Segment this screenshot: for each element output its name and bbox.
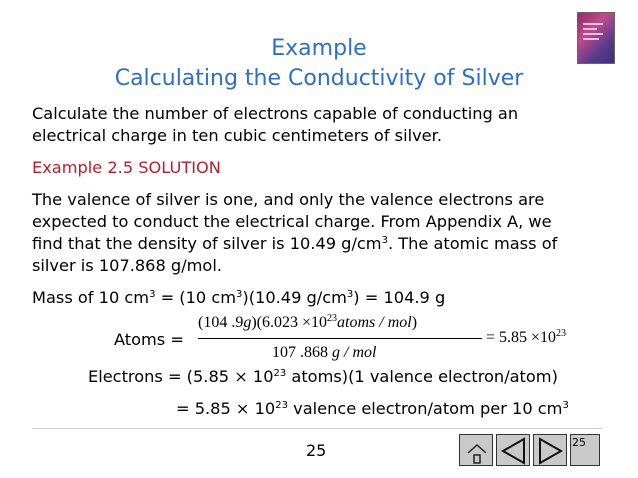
num-c: )(6.023 ×10 [251, 314, 328, 331]
slide-title-line1: Example [271, 36, 367, 61]
body-line3 [32, 233, 557, 255]
electrons-exp: 23 [273, 368, 287, 379]
mass-equation [32, 287, 445, 309]
page-number: 25 [306, 441, 327, 460]
electrons-equation [88, 366, 558, 388]
electrons-c: atoms)(1 valence electron/atom) [286, 367, 558, 386]
den-a: 107 .868 [272, 344, 328, 361]
atoms-result [486, 329, 566, 347]
body-line2: expected to conduct the electrical charge. From Appendix A, we [32, 212, 552, 231]
final-sup: 3 [562, 400, 569, 411]
mass-sup3: 3 [346, 289, 354, 300]
num-b: g [243, 314, 252, 331]
mass-d: ) = 104.9 g [353, 288, 446, 307]
times-symbol: × [234, 367, 248, 386]
footer-divider [32, 428, 602, 429]
body-line3-a: find that the density of silver is 10.49 g/cm [32, 234, 382, 253]
problem-line2: electrical charge in ten cubic centimeters of silver. [32, 126, 442, 145]
final-equation [176, 398, 569, 420]
problem-text [32, 103, 518, 147]
result-exp: 23 [556, 328, 567, 339]
next-slide-button[interactable] [533, 434, 567, 466]
times-symbol: × [235, 399, 250, 418]
fraction-line [198, 338, 482, 339]
electrons-b: 10 [247, 367, 274, 386]
home-button[interactable] [459, 434, 493, 466]
body-line3-sup: 3 [381, 235, 388, 246]
nav-page-number: 25 [572, 436, 586, 449]
home-icon [460, 435, 494, 467]
den-b: g / mol [332, 344, 377, 361]
atoms-denominator [272, 344, 376, 362]
body-line3-b: . The atomic mass of [387, 234, 558, 253]
final-a: = 5.85 [176, 399, 236, 418]
mass-sup1: 3 [149, 289, 156, 300]
solution-body [32, 189, 557, 277]
mass-c: )(10.49 g/cm [242, 288, 347, 307]
previous-slide-button[interactable] [496, 434, 530, 466]
problem-line1: Calculate the number of electrons capable of conducting an [32, 104, 519, 123]
mass-sup2: 3 [236, 289, 243, 300]
mass-b: = (10 cm [155, 288, 237, 307]
final-b: 10 [249, 399, 276, 418]
mass-a: Mass of 10 cm [32, 288, 150, 307]
body-line4: silver is 107.868 g/mol. [32, 256, 222, 275]
num-e: ) [411, 314, 418, 331]
final-exp: 23 [275, 400, 288, 411]
solution-heading: Example 2.5 SOLUTION [32, 158, 221, 177]
body-line1: The valence of silver is one, and only the valence electrons are [32, 190, 545, 209]
atoms-label: Atoms = [114, 330, 184, 349]
final-c: valence electron/atom per 10 cm [287, 399, 563, 418]
atoms-numerator [198, 314, 417, 332]
num-exp: 23 [327, 313, 338, 324]
num-d: atoms / mol [337, 314, 412, 331]
electrons-a: Electrons = (5.85 [88, 367, 235, 386]
slide-title-line2: Calculating the Conductivity of Silver [114, 66, 524, 91]
result-a: = 5.85 ×10 [486, 329, 557, 346]
arrow-left-icon [497, 435, 531, 467]
arrow-right-icon [534, 435, 568, 467]
num-a: (104 .9 [198, 314, 244, 331]
